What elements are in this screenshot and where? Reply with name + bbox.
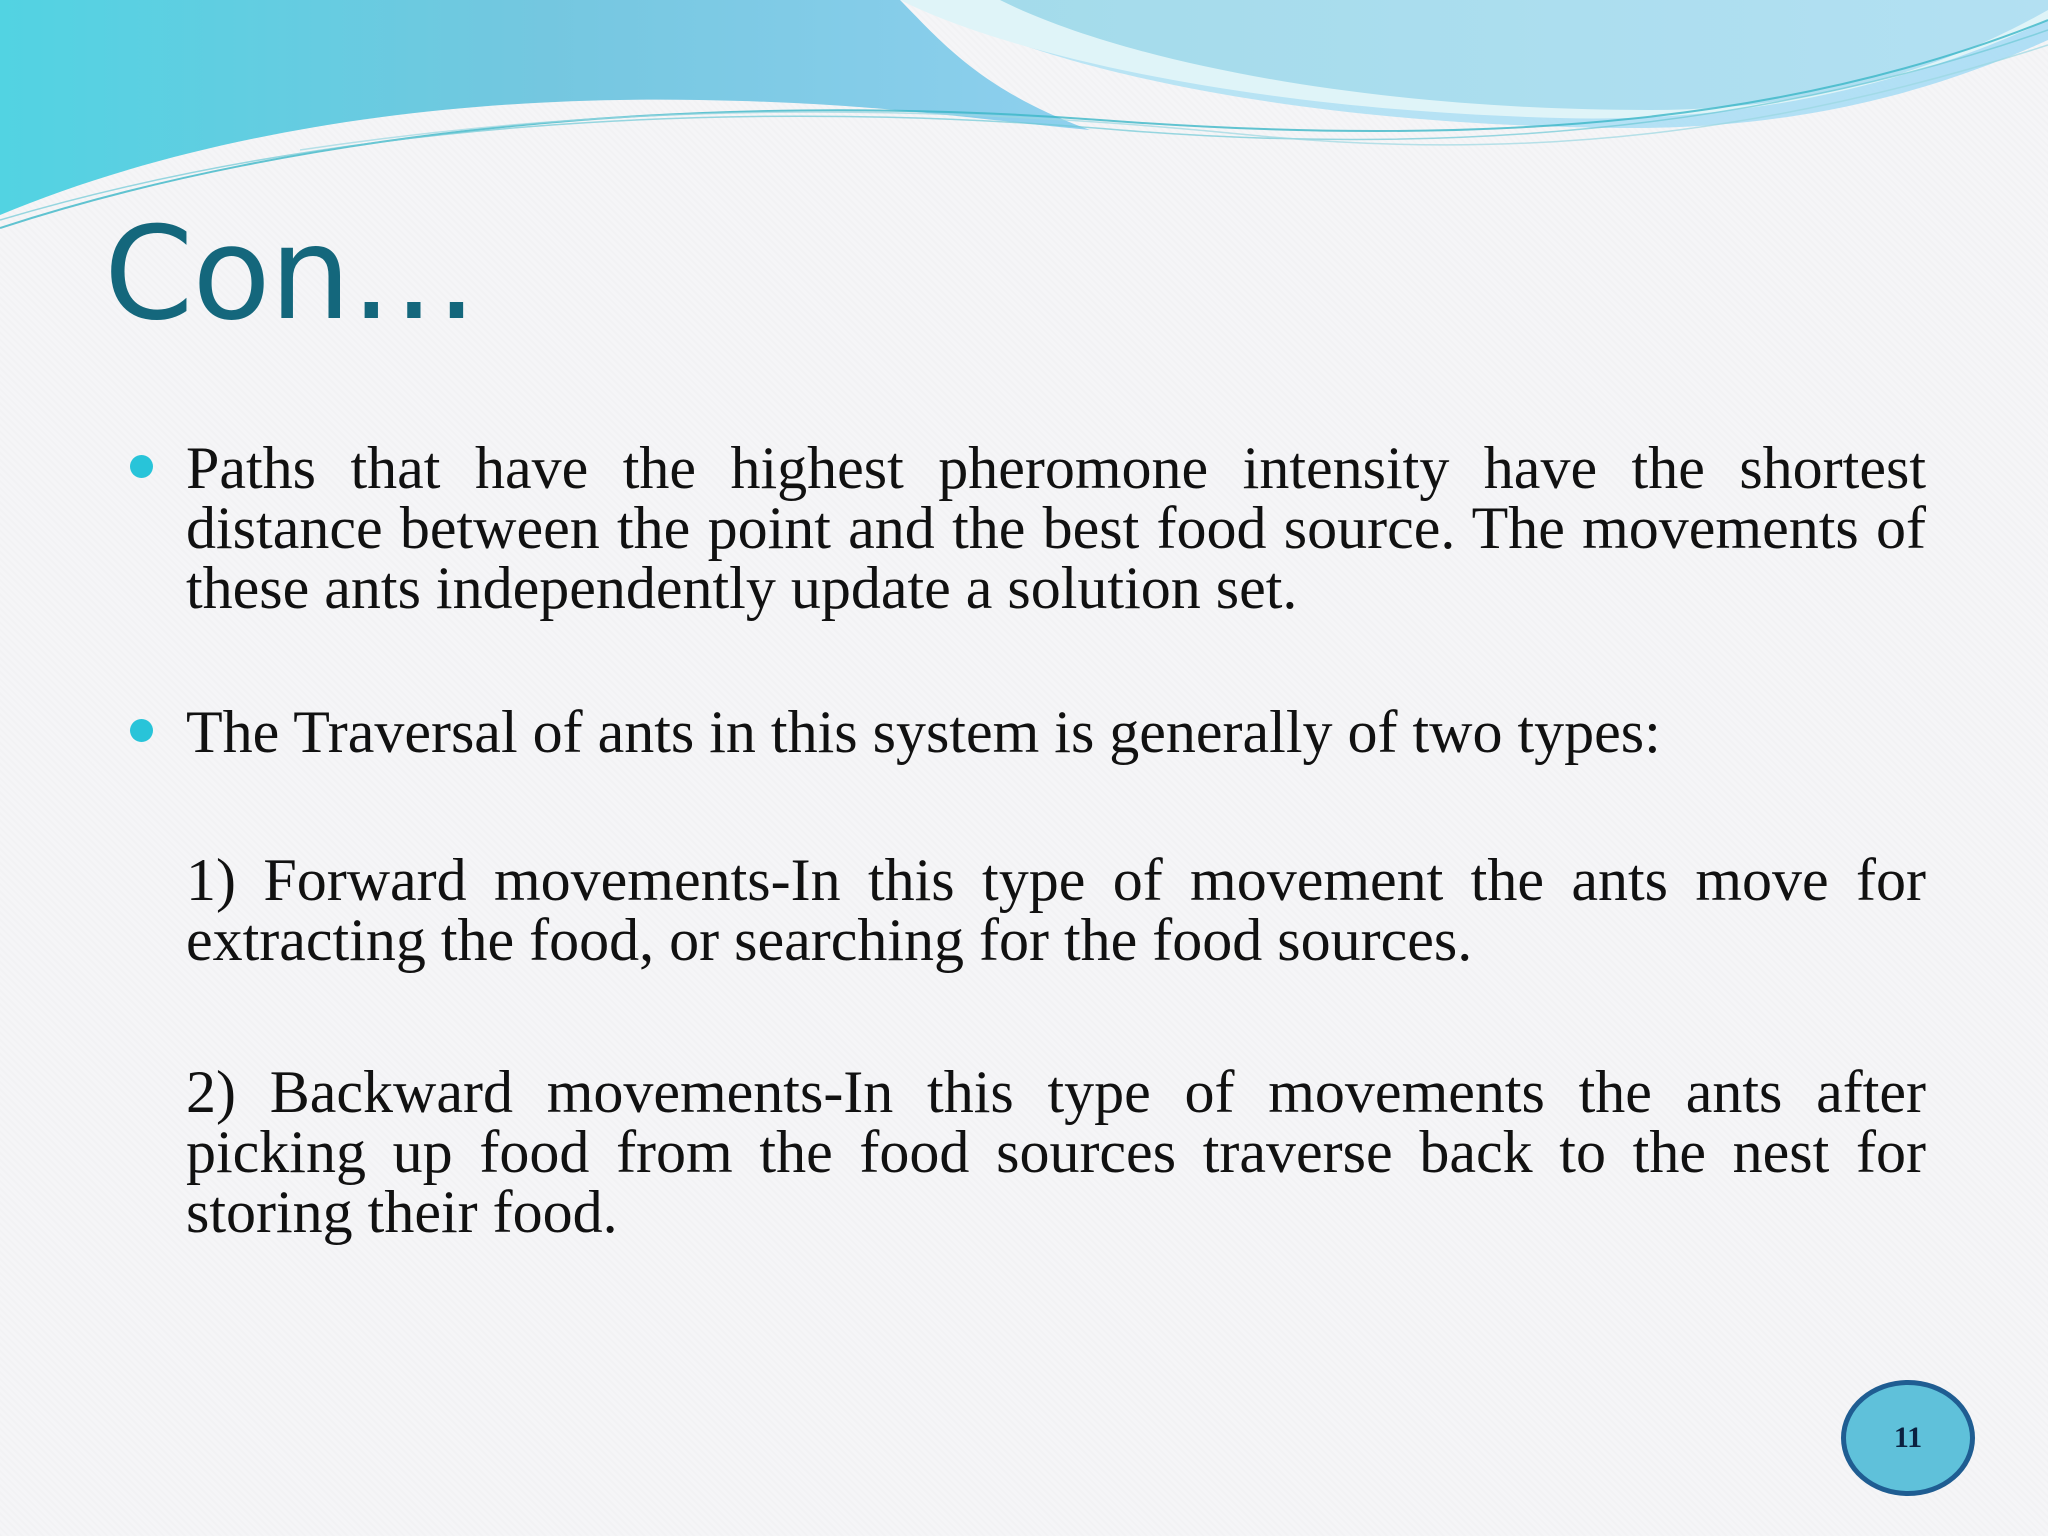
page-number-badge (1841, 1380, 1975, 1496)
bullet-text: Paths that have the highest pheromone intensity have the shortest distance between the point and the best food source. The movements of these ants independently update a solution set. (186, 435, 1926, 621)
sub-item-backward: 2) Backward movements-In this type of movements the ants after picking up food from the food sources traverse back to the nest for storing their food. (186, 1059, 1926, 1245)
slide-content (130, 435, 1926, 1245)
slide-title: Con… (104, 200, 477, 349)
sub-item-forward: 1) Forward movements-In this type of movement the ants move for extracting the food, or searching for the food sources. (186, 847, 1926, 973)
bullet-text: The Traversal of ants in this system is generally of two types: (186, 699, 1661, 765)
page-number: 11 (1893, 1421, 1923, 1454)
bullet-item (130, 699, 1926, 765)
bullet-dot-icon (130, 719, 153, 742)
bullet-dot-icon (130, 455, 153, 478)
bullet-item (130, 435, 1926, 621)
